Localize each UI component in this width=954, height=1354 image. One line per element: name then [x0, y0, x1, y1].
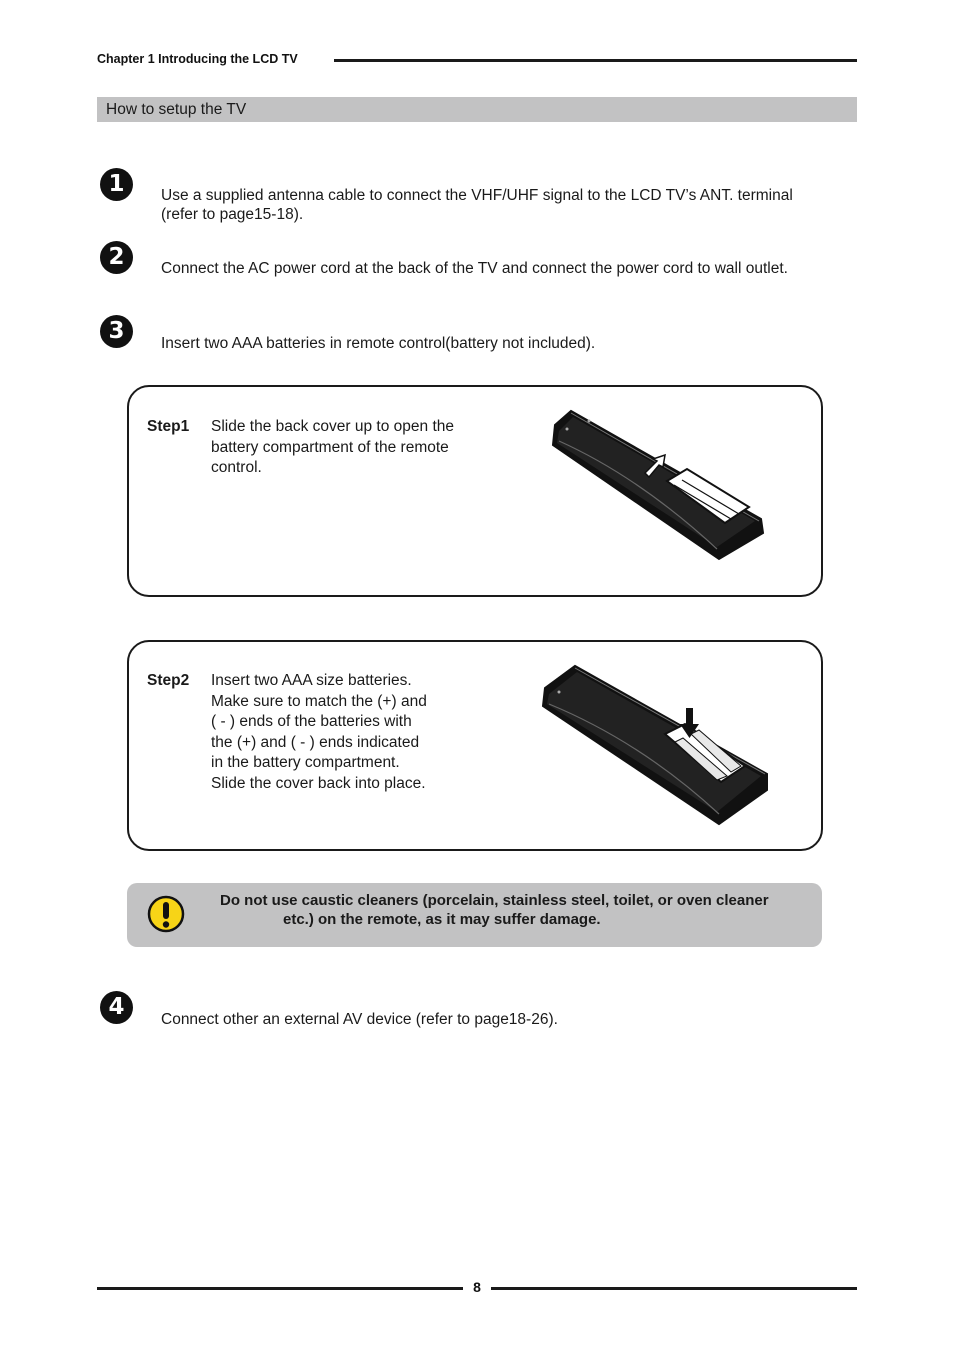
- step-1-text: [161, 186, 793, 224]
- warning-box: [127, 883, 822, 947]
- step-3-text: Insert two AAA batteries in remote control(battery not included).: [161, 335, 596, 352]
- step-2-text: Connect the AC power cord at the back of the TV and connect the power cord to wall outlet.: [161, 260, 788, 277]
- step1-label: Step1: [147, 418, 190, 435]
- footer-rule-left: [97, 1287, 463, 1290]
- page-number: 8: [473, 1279, 481, 1295]
- warning-line-2: etc.) on the remote, as it may suffer damage.: [283, 911, 601, 928]
- step-1-line-2: (refer to page15-18).: [161, 206, 304, 223]
- step-number-badge: 3: [100, 315, 133, 348]
- header-rule: [334, 59, 857, 62]
- step2-line: the (+) and ( - ) ends indicated: [211, 733, 420, 751]
- step2-description: [211, 671, 501, 794]
- warning-line-1: Do not use caustic cleaners (porcelain, stainless steel, toilet, or oven cleaner: [220, 892, 769, 909]
- step2-line: Slide the cover back into place.: [211, 774, 426, 792]
- step2-label: Step2: [147, 672, 190, 689]
- step1-line: battery compartment of the remote: [211, 438, 449, 456]
- battery-step-1-box: [127, 385, 823, 597]
- battery-step-2-box: [127, 640, 823, 851]
- remote-open-cover-illustration: [549, 407, 769, 567]
- step-number-badge: 2: [100, 241, 133, 274]
- exclamation-icon: [147, 895, 185, 933]
- step-1-line-1: Use a supplied antenna cable to connect the VHF/UHF signal to the LCD TV’s ANT. terminal: [161, 187, 793, 204]
- step-4-text: Connect other an external AV device (refer to page18-26).: [161, 1011, 558, 1028]
- chapter-label: Chapter 1 Introducing the LCD TV: [97, 52, 298, 66]
- section-bar: [97, 97, 857, 122]
- step2-line: ( - ) ends of the batteries with: [211, 713, 412, 730]
- step2-line: Make sure to match the (+) and: [211, 692, 427, 710]
- section-title: How to setup the TV: [106, 101, 247, 118]
- step2-line: in the battery compartment.: [211, 754, 400, 771]
- step1-line: control.: [211, 459, 262, 476]
- step-number-badge: 4: [100, 991, 133, 1024]
- step-number-badge: 1: [100, 168, 133, 201]
- remote-insert-batteries-illustration: [541, 662, 771, 827]
- step2-line: Insert two AAA size batteries.: [211, 672, 412, 689]
- step1-line: Slide the back cover up to open the: [211, 418, 454, 435]
- footer-rule-right: [491, 1287, 857, 1290]
- step1-description: [211, 417, 511, 479]
